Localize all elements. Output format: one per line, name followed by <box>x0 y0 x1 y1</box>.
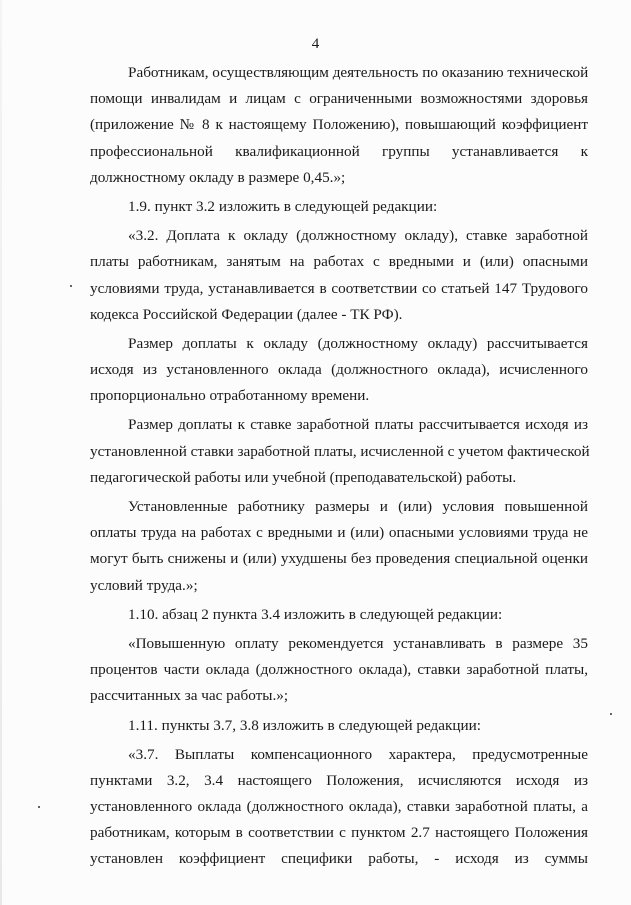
text-line-27: пунктами 3.2, 3.4 настоящего Положения, исчисляются исходя из <box>90 771 588 789</box>
scan-speck <box>38 806 40 808</box>
text-line-28: установленного оклада (должностного оклада), ставки заработной платы, а <box>90 798 588 816</box>
text-line-22: «Повышенную оплату рекомендуется устанавливать в размере 35 <box>128 634 588 652</box>
text-line-15: установленной ставки заработной платы, исчисленной с учетом фактической <box>90 442 590 460</box>
text-line-13: пропорционально отработанному времени. <box>90 387 370 405</box>
text-line-6: 1.9. пункт 3.2 изложить в следующей редакции: <box>128 197 438 215</box>
text-line-2: помощи инвалидам и лицам с ограниченными возможностями здоровья <box>90 90 588 108</box>
text-line-17: Установленные работнику размеры и (или) условия повышенной <box>128 498 588 515</box>
text-line-24: рассчитанных за час работы.»; <box>90 687 289 705</box>
text-line-30: установлен коэффициент специфики работы, - исходя из суммы <box>90 850 588 868</box>
text-line-5: должностному окладу в размере 0,45.»; <box>90 168 346 186</box>
page-number: 4 <box>311 36 320 52</box>
text-line-4: профессиональной квалификационной группы устанавливается к <box>90 142 588 160</box>
text-line-14: Размер доплаты к ставке заработной платы рассчитывается исходя из <box>128 416 588 434</box>
document-body <box>90 60 588 873</box>
text-line-1: Работникам, осуществляющим деятельность по оказанию технической <box>128 64 589 81</box>
text-line-10: кодекса Российской Федерации (далее - ТК РФ). <box>90 305 403 323</box>
text-line-8: платы работникам, занятым на работах с вредными и (или) опасными <box>90 253 588 271</box>
text-line-25: 1.11. пункты 3.7, 3.8 изложить в следующей редакции: <box>128 716 481 734</box>
text-line-26: «3.7. Выплаты компенсационного характера, предусмотренные <box>128 745 588 763</box>
text-line-19: могут быть снижены и (или) ухудшены без проведения специальной оценки <box>90 550 588 568</box>
text-line-12: исходя из установленного оклада (должностного оклада), исчисленного <box>90 361 588 379</box>
text-line-18: оплаты труда на работах с вредными и (или) опасными условиями труда не <box>90 524 588 542</box>
scan-speck <box>610 713 612 715</box>
text-line-3: (приложение № 8 к настоящему Положению), повышающий коэффициент <box>90 116 588 134</box>
scan-edge <box>0 0 2 905</box>
text-line-21: 1.10. абзац 2 пункта 3.4 изложить в следующей редакции: <box>128 605 503 623</box>
scan-speck <box>70 285 72 287</box>
text-line-9: условиями труда, устанавливается в соответствии со статьей 147 Трудового <box>90 279 588 297</box>
text-line-29: работникам, которым в соответствии с пунктом 2.7 настоящего Положения <box>90 824 588 842</box>
text-line-20: условий труда.»; <box>90 576 198 594</box>
text-line-7: «3.2. Доплата к окладу (должностному окладу), ставке заработной <box>128 227 588 245</box>
text-line-16: педагогической работы или учебной (преподавательской) работы. <box>90 468 517 486</box>
text-line-23: процентов части оклада (должностного оклада), ставки заработной платы, <box>90 661 588 679</box>
text-line-11: Размер доплаты к окладу (должностному окладу) рассчитывается <box>128 334 588 352</box>
